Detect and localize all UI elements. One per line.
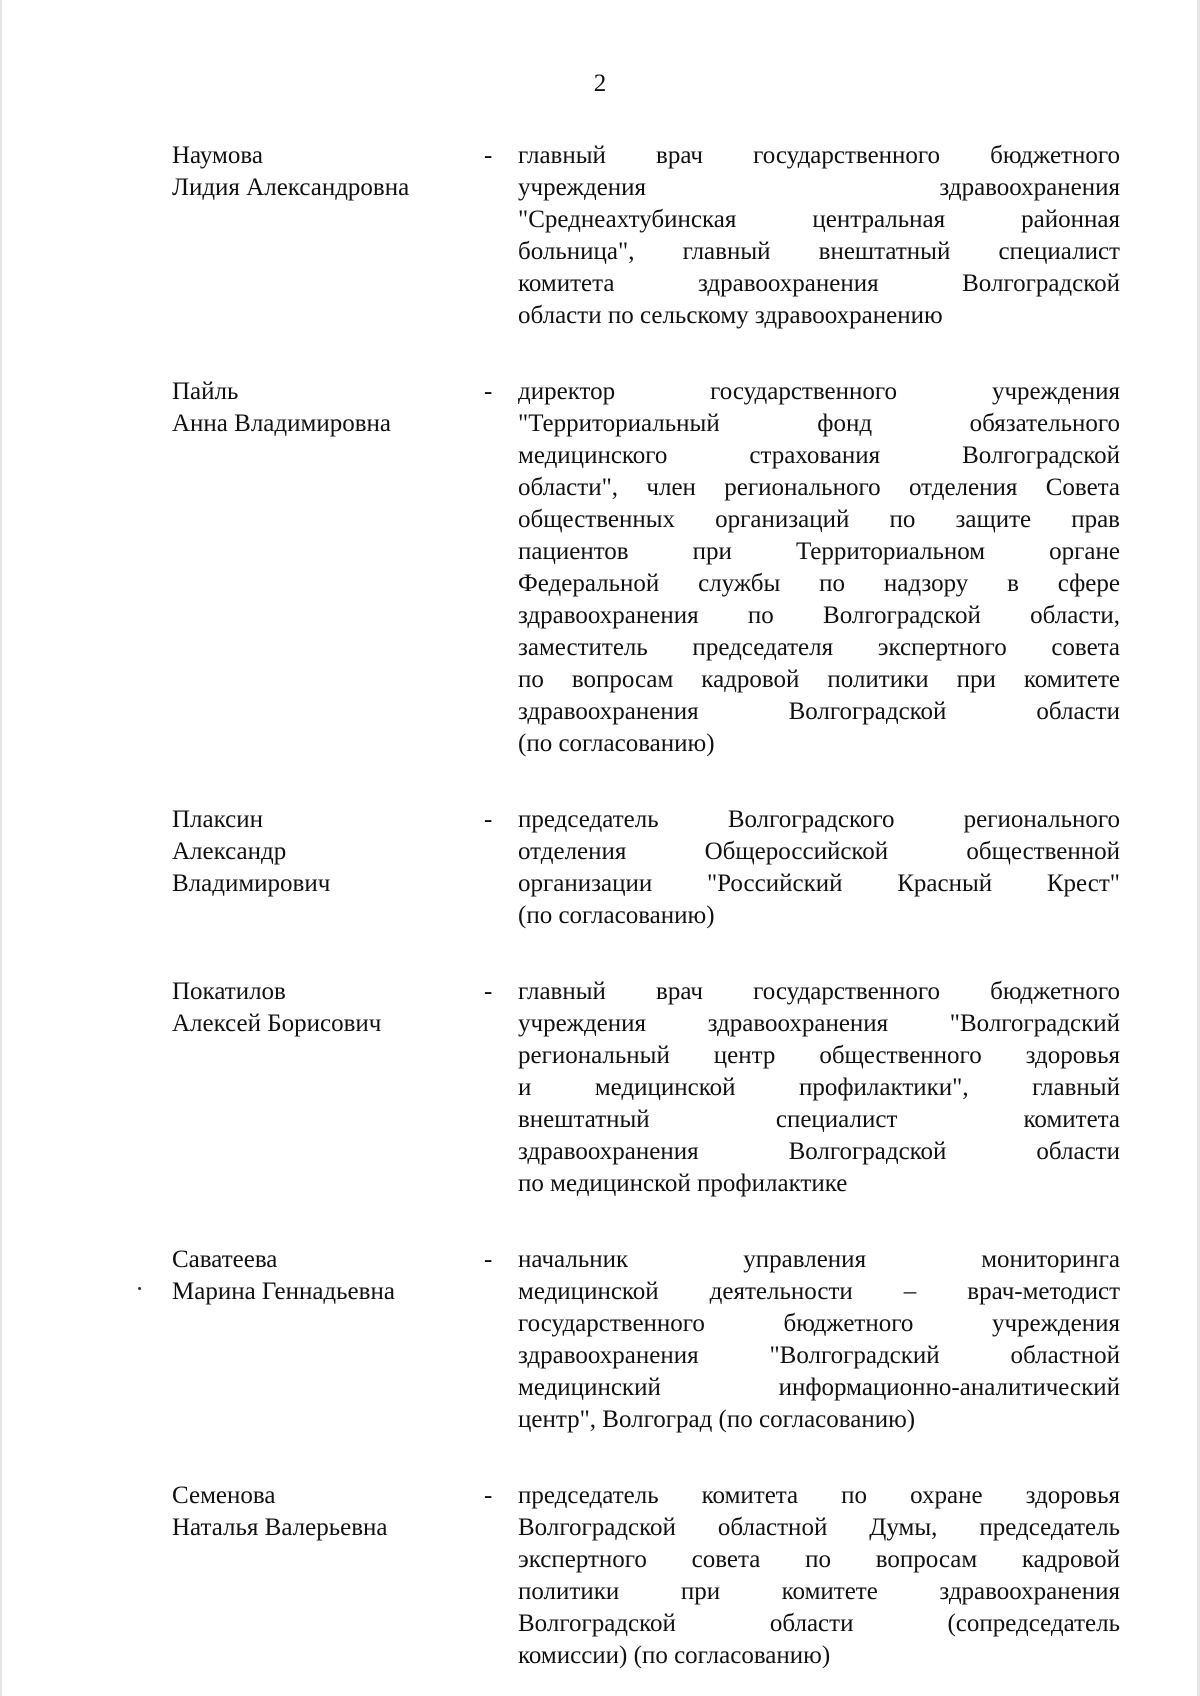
member-role-line: начальник управления мониторинга [518, 1246, 1120, 1273]
member-role-line: медицинского страхования Волгоградской [518, 442, 1120, 469]
member-name-line: Наумова [172, 142, 263, 169]
member-entry [172, 804, 1122, 932]
member-role-line: учреждения здравоохранения "Волгоградский [518, 1010, 1120, 1037]
member-role-line: по вопросам кадровой политики при комитете [518, 666, 1120, 693]
member-name-line: Александр [172, 838, 287, 865]
member-role-line: области по сельскому здравоохранению [518, 302, 943, 329]
member-name-line: Семенова [172, 1482, 276, 1509]
member-role-line: главный врач государственного бюджетного [518, 142, 1120, 169]
member-role-line: главный врач государственного бюджетного [518, 978, 1120, 1005]
member-role-line: Федеральной службы по надзору в сфере [518, 570, 1120, 597]
member-role [518, 804, 1120, 932]
member-role-line: региональный центр общественного здоровья [518, 1042, 1120, 1069]
member-role-line: комиссии) (по согласованию) [518, 1642, 831, 1669]
member-name-line: Плаксин [172, 806, 264, 833]
member-role-line: и медицинской профилактики", главный [518, 1074, 1120, 1101]
member-entry [172, 140, 1122, 332]
member-role-line: комитета здравоохранения Волгоградской [518, 270, 1120, 297]
member-dash: - [484, 1246, 493, 1273]
member-role [518, 1480, 1120, 1672]
member-role-line: (по согласованию) [518, 730, 715, 757]
member-role-line: Волгоградской областной Думы, председатель [518, 1514, 1120, 1541]
member-role [518, 140, 1120, 332]
member-role-line: здравоохранения по Волгоградской области, [518, 602, 1120, 629]
member-name-line: Марина Геннадьевна [172, 1278, 395, 1305]
member-role-line: экспертного совета по вопросам кадровой [518, 1546, 1120, 1573]
member-role-line: больница", главный внештатный специалист [518, 238, 1120, 265]
member-role-line: внештатный специалист комитета [518, 1106, 1120, 1133]
member-dash: - [484, 142, 493, 169]
member-role-line: центр", Волгоград (по согласованию) [518, 1406, 916, 1433]
member-name [172, 376, 484, 440]
member-role-line: председатель комитета по охране здоровья [518, 1482, 1120, 1509]
member-name-line: Пайль [172, 378, 239, 405]
member-name-line: Покатилов [172, 978, 286, 1005]
member-role-line: Волгоградской области (сопредседатель [518, 1610, 1120, 1637]
scan-speck [138, 1287, 141, 1290]
member-role-line: области", член регионального отделения Совета [518, 474, 1120, 501]
member-role-line: (по согласованию) [518, 902, 715, 929]
member-role-line: организации "Российский Красный Крест" [518, 870, 1120, 897]
member-name [172, 1244, 484, 1308]
member-dash: - [484, 378, 493, 405]
member-name-line: Владимирович [172, 870, 331, 897]
page-number: 2 [593, 70, 607, 97]
member-name-line: Анна Владимировна [172, 410, 391, 437]
member-name [172, 140, 484, 204]
member-name-line: Саватеева [172, 1246, 278, 1273]
member-entry [172, 976, 1122, 1200]
member-role [518, 376, 1120, 760]
member-role-line: "Территориальный фонд обязательного [518, 410, 1120, 437]
member-name-line: Лидия Александровна [172, 174, 410, 201]
member-role-line: здравоохранения Волгоградской области [518, 1138, 1120, 1165]
member-dash: - [484, 806, 493, 833]
member-name-line: Алексей Борисович [172, 1010, 382, 1037]
member-dash: - [484, 978, 493, 1005]
member-entry [172, 1244, 1122, 1436]
member-name [172, 976, 484, 1040]
member-role-line: пациентов при Территориальном органе [518, 538, 1120, 565]
member-role-line: медицинской деятельности – врач-методист [518, 1278, 1120, 1305]
scan-edge-left [0, 0, 2, 1696]
member-role-line: председатель Волгоградского регионального [518, 806, 1120, 833]
member-role-line: директор государственного учреждения [518, 378, 1120, 405]
member-dash: - [484, 1482, 493, 1509]
member-role-line: по медицинской профилактике [518, 1170, 848, 1197]
member-role-line: заместитель председателя экспертного совета [518, 634, 1120, 661]
member-role-line: учреждения здравоохранения [518, 174, 1120, 201]
member-name [172, 1480, 484, 1544]
member-role-line: "Среднеахтубинская центральная районная [518, 206, 1120, 233]
member-role [518, 1244, 1120, 1436]
member-entry [172, 1480, 1122, 1672]
member-list [172, 140, 1122, 1672]
member-role-line: медицинский информационно-аналитический [518, 1374, 1120, 1401]
member-role-line: общественных организаций по защите прав [518, 506, 1120, 533]
member-role-line: отделения Общероссийской общественной [518, 838, 1120, 865]
member-role-line: здравоохранения "Волгоградский областной [518, 1342, 1120, 1369]
member-role [518, 976, 1120, 1200]
member-role-line: государственного бюджетного учреждения [518, 1310, 1120, 1337]
member-name-line: Наталья Валерьевна [172, 1514, 388, 1541]
member-role-line: политики при комитете здравоохранения [518, 1578, 1120, 1605]
member-name [172, 804, 484, 900]
member-entry [172, 376, 1122, 760]
member-role-line: здравоохранения Волгоградской области [518, 698, 1120, 725]
